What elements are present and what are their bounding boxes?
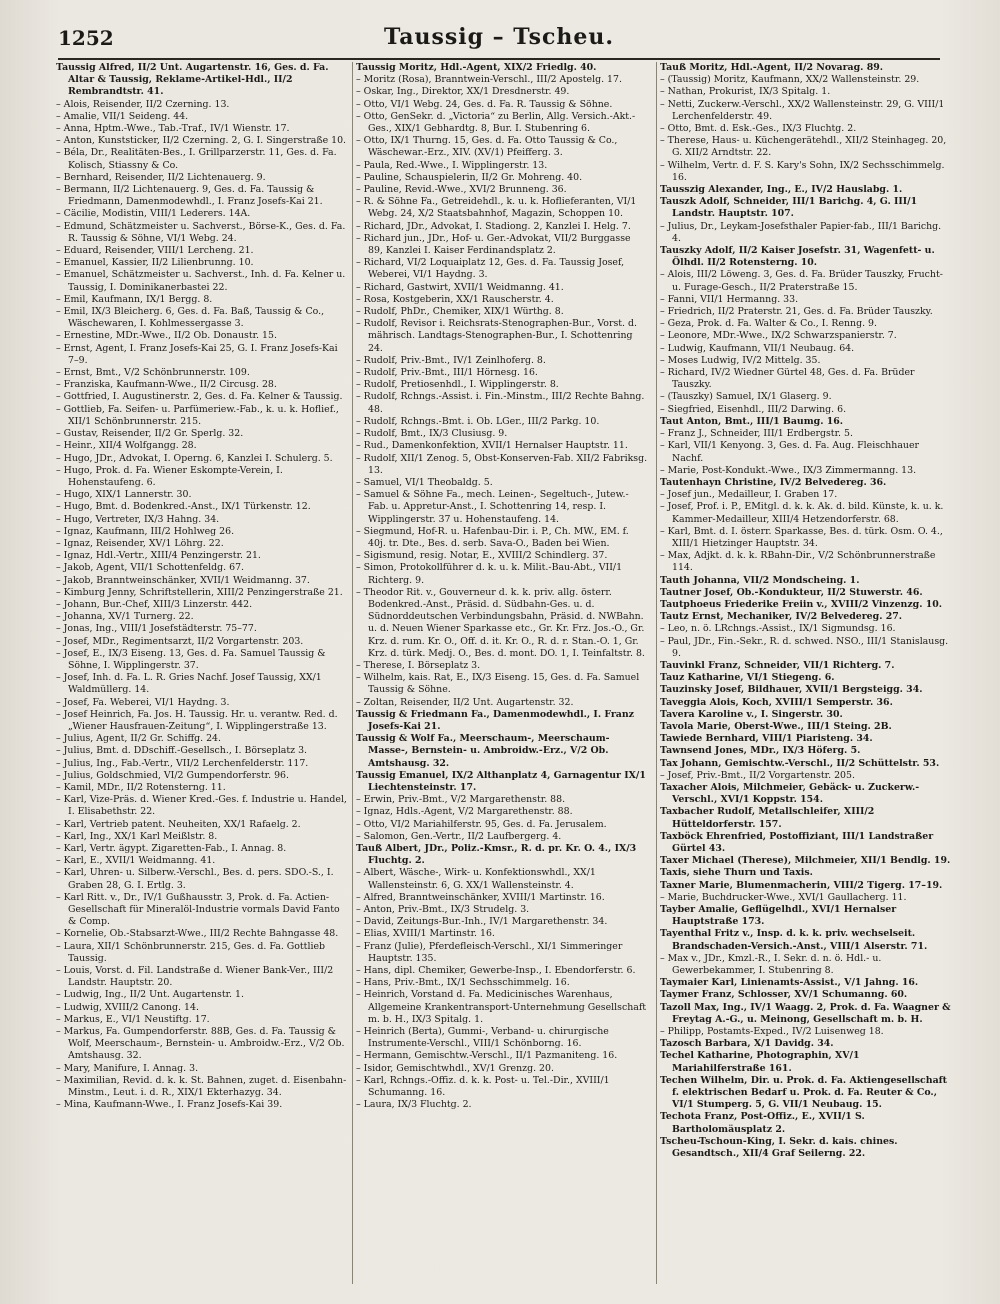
directory-entry: – Hugo, XIX/1 Lannerstr. 30. <box>56 489 192 501</box>
directory-entry: – Fanni, VII/1 Hermanng. 33. <box>660 293 799 305</box>
directory-entry: – Edmund, Schätzmeister u. Sachverst., Börse-K., Ges. d. Fa. R. Taussig & Söhne, VI/1 Webg. 24. <box>56 220 346 244</box>
directory-entry: – Hugo, Bmt. d. Bodenkred.-Anst., IX/1 Türkenstr. 12. <box>56 501 311 513</box>
directory-entry: Tazosch Barbara, X/1 Davidg. 34. <box>660 1038 834 1050</box>
directory-entry: – Samuel & Söhne Fa., mech. Leinen-, Segeltuch-, Jutew.-Fab. u. Appretur-Anst., I. Schottenring 14, resp. I. Wipplingerstr. 37 u. Hohenstaufeng. 14. <box>356 489 629 525</box>
directory-entry: – (Taussig) Moritz, Kaufmann, XX/2 Wallensteinstr. 29. <box>660 74 920 86</box>
directory-entry: – Richard, Gastwirt, XVII/1 Weidmanng. 41. <box>356 281 564 293</box>
directory-entry: – Theodor Rit. v., Gouverneur d. k. k. priv. allg. österr. Bodenkred.-Anst., Präsid. d. Südbahn-Ges. u. d. Südnorddeutschen Verbindungsbahn, Präsid. d. NWBahn. u. d. Neuen Wiener Sparkasse etc., Gr. Kr. Frz. Jos.-O., Gr. Krz. d. rum. Kr. O., Off. d. it. Kr. O., R. d. r. Stan.-O. 1, Gr. Krz. d. türk. Medj. O., Bes. d. mont. DO. 1, I. Teinfaltstr. 8. <box>356 586 645 659</box>
directory-entry: – Josef, Fa. Weberei, VI/1 Haydng. 3. <box>56 696 230 708</box>
directory-entry: – Otto, IX/1 Thurng. 15, Ges. d. Fa. Otto Taussig & Co., Wäschewar.-Erz., XIV. (XV/1) Pfeifferg. 3. <box>356 135 618 159</box>
directory-entry: – David, Zeitungs-Bur.-Inh., IV/1 Margarethenstr. 34. <box>356 916 608 928</box>
directory-entry: Taxer Michael (Therese), Milchmeier, XII/1 Bendlg. 19. <box>660 855 951 867</box>
directory-entry: – Alois, Reisender, II/2 Czerning. 13. <box>56 98 230 110</box>
directory-entry: Taxis, siehe Thurn und Taxis. <box>660 867 813 879</box>
directory-entry: – Johann, Bur.-Chef, XIII/3 Linzerstr. 442. <box>56 598 253 610</box>
directory-entry: – Rudolf, Rchngs.-Assist. i. Fin.-Minstm., III/2 Rechte Bahng. 48. <box>356 391 645 415</box>
directory-entry: Tax Johann, Gemischtw.-Verschl., II/2 Schüttelstr. 53. <box>660 757 940 769</box>
directory-entry: – Therese, Haus- u. Küchengerätehdl., XII/2 Steinhageg. 20, G. XII/2 Arndtstr. 22. <box>660 135 947 159</box>
directory-entry: – Hans, Priv.-Bmt., IX/1 Sechsschimmelg. 16. <box>356 977 570 989</box>
directory-entry: – Rudolf, Revisor i. Reichsrats-Stenographen-Bur., Vorst. d. mährisch. Landtags-Stenographen-Bur., I. Schottenring 24. <box>356 318 637 354</box>
directory-entry: – Hugo, Prok. d. Fa. Wiener Eskompte-Verein, I. Hohenstaufeng. 6. <box>56 464 283 488</box>
directory-entry: – Therese, I. Börseplatz 3. <box>356 659 481 671</box>
directory-entry: – Richard, VI/2 Loquaiplatz 12, Ges. d. Fa. Taussig Josef, Weberei, VI/1 Haydng. 3. <box>356 257 625 281</box>
directory-entry: – Pauline, Revid.-Wwe., XVI/2 Brunneng. 36. <box>356 184 567 196</box>
directory-entry: Tayenthal Fritz v., Insp. d. k. k. priv. wechselseit. Brandschaden-Versich.-Anst., VIII/1 Alserstr. 71. <box>660 928 928 952</box>
directory-entry: – Sigismund, resig. Notar, E., XVIII/2 Schindlerg. 37. <box>356 550 608 562</box>
directory-entry: Tautz Ernst, Mechaniker, IV/2 Belvedereg. 27. <box>660 611 903 623</box>
directory-entry: – Laura, XII/1 Schönbrunnerstr. 215, Ges. d. Fa. Gottlieb Taussig. <box>56 940 325 964</box>
directory-entry: – Rudolf, Bmt., IX/3 Clusiusg. 9. <box>356 428 508 440</box>
directory-entry: – Ignaz, Kaufmann, III/2 Hohlweg 26. <box>56 525 235 537</box>
directory-entry: Taymer Franz, Schlosser, XV/1 Schumanng. 60. <box>660 989 908 1001</box>
directory-entry: – Jonas, Ing., VIII/1 Josefstädterstr. 75–77. <box>56 623 257 635</box>
directory-entry: – Julius, Agent, II/2 Gr. Schiffg. 24. <box>56 733 222 745</box>
directory-entry: – Wilhelm, Vertr. d. F. S. Kary's Sohn, IX/2 Sechsschimmelg. 16. <box>660 159 945 183</box>
directory-entry: – Samuel, VI/1 Theobaldg. 5. <box>356 476 493 488</box>
directory-entry: – Julius, Ing., Fab.-Vertr., VII/2 Lerchenfelderstr. 117. <box>56 757 309 769</box>
directory-entry: – Ernestine, MDr.-Wwe., II/2 Ob. Donaustr. 15. <box>56 330 277 342</box>
directory-entry: – Otto, VI/2 Mariahilferstr. 95, Ges. d. Fa. Jerusalem. <box>356 818 607 830</box>
directory-entry: Tawiede Bernhard, VIII/1 Piaristeng. 34. <box>660 733 873 745</box>
directory-entry: – Josef, Inh. d. Fa. L. R. Gries Nachf. Josef Taussig, XX/1 Waldmüllerg. 14. <box>56 672 322 696</box>
directory-entry: – Markus, Fa. Gumpendorferstr. 88B, Ges. d. Fa. Taussig & Wolf, Meerschaum-, Bernstein- u. Ambroidw.-Erz., V/2 Ob. Amtshausg. 32. <box>56 1026 345 1062</box>
directory-entry: – Richard, IV/2 Wiedner Gürtel 48, Ges. d. Fa. Brüder Tauszky. <box>660 367 915 391</box>
directory-entry: – Anton, Priv.-Bmt., IX/3 Strudelg. 3. <box>356 904 530 916</box>
directory-entry: Taxböck Ehrenfried, Postoffiziant, III/1 Landstraßer Gürtel 43. <box>660 830 934 854</box>
directory-entry: Taut Anton, Bmt., III/1 Baumg. 16. <box>660 415 844 427</box>
directory-entry: Techel Katharine, Photographin, XV/1 Mariahilferstraße 161. <box>660 1050 860 1074</box>
directory-entry: – Otto, Bmt. d. Esk.-Ges., IX/3 Fluchtg. 2. <box>660 123 857 135</box>
directory-entry: Techota Franz, Post-Offiz., E., XVII/1 S. Bartholomäusplatz 2. <box>660 1111 865 1135</box>
directory-entry: – Geza, Prok. d. Fa. Walter & Co., I. Renng. 9. <box>660 318 878 330</box>
directory-entry: – Siegfried, Eisenhdl., III/2 Darwing. 6. <box>660 403 847 415</box>
directory-entry: Tazoll Max, Ing., IV/1 Waagg. 2, Prok. d. Fa. Waagner & Freytag A.-G., u. Meinong, Gesellschaft m. b. H. <box>660 1001 951 1025</box>
directory-entry: – Rosa, Kostgeberin, XX/1 Rauscherstr. 4. <box>356 293 554 305</box>
directory-entry: – Paul, JDr., Fin.-Sekr., R. d. schwed. NSO., III/1 Stanislausg. 9. <box>660 635 949 659</box>
directory-entry: Tautner Josef, Ob.-Kondukteur, II/2 Stuwerstr. 46. <box>660 586 923 598</box>
directory-entry: – Friedrich, II/2 Praterstr. 21, Ges. d. Fa. Brüder Tauszky. <box>660 306 933 318</box>
directory-entry: – Emanuel, Schätzmeister u. Sachverst., Inh. d. Fa. Kelner u. Taussig, I. Dominikanerbastei 22. <box>56 269 346 293</box>
directory-entry: – R. & Söhne Fa., Getreidehdl., k. u. k. Hoflieferanten, VI/1 Webg. 24, X/2 Staatsbahnhof, Magazin, Schoppen 10. <box>356 196 637 220</box>
directory-entry: – Gottfried, I. Augustinerstr. 2, Ges. d. Fa. Kelner & Taussig. <box>56 391 343 403</box>
directory-entry: – Rudolf, Priv.-Bmt., IV/1 Zeinlhoferg. 8. <box>356 354 546 366</box>
directory-entry: – Josef jun., Medailleur, I. Graben 17. <box>660 489 838 501</box>
directory-entry: Taussig Alfred, II/2 Unt. Augartenstr. 16, Ges. d. Fa. Altar & Taussig, Reklame-Artikel-Hdl., II/2 Rembrandtstr. 41. <box>56 62 329 98</box>
directory-entry: – Béla, Dr., Realitäten-Bes., I. Grillparzerstr. 11, Ges. d. Fa. Kolisch, Stiassny & Co. <box>56 147 337 171</box>
directory-entry: – Oskar, Ing., Direktor, XX/1 Dresdnerstr. 49. <box>356 86 570 98</box>
directory-entry: – Franziska, Kaufmann-Wwe., II/2 Circusg. 28. <box>56 379 277 391</box>
directory-entry: – Laura, IX/3 Fluchtg. 2. <box>356 1099 472 1111</box>
directory-entry: – Marie, Buchdrucker-Wwe., XVI/1 Gaullacherg. 11. <box>660 891 907 903</box>
directory-entry: Taxacher Alois, Milchmeier, Gebäck- u. Zuckerw.-Verschl., XVI/1 Koppstr. 154. <box>660 781 920 806</box>
directory-entry: – Karl, Vertrieb patent. Neuheiten, XX/1 Rafaelg. 2. <box>56 818 301 830</box>
directory-entry: – Hugo, JDr., Advokat, I. Operng. 6, Kanzlei I. Schulerg. 5. <box>56 452 333 464</box>
directory-entry: – Gottlieb, Fa. Seifen- u. Parfümeriew.-Fab., k. u. k. Hoflief., XII/1 Schönbrunnerstr. 215. <box>56 403 339 427</box>
directory-entry: – Hugo, Vertreter, IX/3 Hahng. 34. <box>56 513 220 525</box>
column-divider <box>352 62 353 1284</box>
directory-entry: – Karl, Vize-Präs. d. Wiener Kred.-Ges. f. Industrie u. Handel, I. Elisabethstr. 22. <box>56 794 347 818</box>
directory-entry: – Rudolf, Pretiosenhdl., I. Wipplingerstr. 8. <box>356 379 559 391</box>
directory-entry: – Richard, JDr., Advokat, I. Stadiong. 2, Kanzlei I. Helg. 7. <box>356 220 631 232</box>
directory-entry: – Hans, dipl. Chemiker, Gewerbe-Insp., I. Ebendorferstr. 6. <box>356 965 636 977</box>
directory-entry: – Josef, Prof. i. P., EMitgl. d. k. k. Ak. d. bild. Künste, k. u. k. Kammer-Medailleur, XIII/4 Hetzendorferstr. 68. <box>660 501 944 525</box>
directory-entry: – Franz (Julie), Pferdefleisch-Verschl., XI/1 Simmeringer Hauptstr. 135. <box>356 940 623 964</box>
directory-entry: Taymaier Karl, Linienamts-Assist., V/1 Jahng. 16. <box>660 977 919 989</box>
directory-entry: – Karl, E., XVII/1 Weidmanng. 41. <box>56 855 216 867</box>
directory-entry: Tavera Karoline v., I. Singerstr. 30. <box>660 708 843 720</box>
page-header <box>58 24 940 58</box>
directory-entry: – Amalie, VII/1 Seideng. 44. <box>56 110 189 122</box>
directory-entry: – Josef Heinrich, Fa. Jos. H. Taussig. Hr. u. verantw. Red. d. „Wiener Hausfrauen-Zeitung“, I. Wipplingerstraße 13. <box>56 708 338 732</box>
directory-entry: – Josef, E., IX/3 Eiseng. 13, Ges. d. Fa. Samuel Taussig & Söhne, I. Wipplingerstr. 37. <box>56 647 326 671</box>
directory-entry: – Isidor, Gemischtwhdl., XV/1 Grenzg. 20. <box>356 1062 554 1074</box>
directory-entry: – Ignaz, Reisender, XV/1 Löhrg. 22. <box>56 537 224 549</box>
column-left <box>56 62 348 1111</box>
directory-entry: – Louis, Vorst. d. Fil. Landstraße d. Wiener Bank-Ver., III/2 Landstr. Hauptstr. 20. <box>56 965 334 989</box>
directory-entry: – Rudolf, Priv.-Bmt., III/1 Hörnesg. 16. <box>356 367 538 379</box>
directory-entry: – Karl, Bmt. d. I. österr. Sparkasse, Bes. d. türk. Osm. O. 4., XIII/1 Hietzinger Hauptstr. 34. <box>660 525 943 549</box>
directory-entry: – Kamil, MDr., II/2 Rotensterng. 11. <box>56 781 226 793</box>
directory-entry: – Markus, E., VI/1 Neustiftg. 17. <box>56 1013 210 1025</box>
directory-entry: – Bernhard, Reisender, II/2 Lichtenauerg. 9. <box>56 171 266 183</box>
directory-entry: Tautphoeus Friederike Freiin v., XVIII/2 Vinzenzg. 10. <box>660 598 943 610</box>
column-right <box>660 62 952 1160</box>
directory-entry: Taussig Moritz, Hdl.-Agent, XIX/2 Friedlg. 40. <box>356 62 597 73</box>
directory-entry: – Rudolf, PhDr., Chemiker, XIX/1 Würthg. 8. <box>356 306 564 318</box>
directory-entry: – Philipp, Postamts-Exped., IV/2 Luisenweg 18. <box>660 1026 884 1038</box>
directory-entry: – Josef, MDr., Regimentsarzt, II/2 Vorgartenstr. 203. <box>56 635 304 647</box>
directory-entry: – Netti, Zuckerw.-Verschl., XX/2 Wallensteinstr. 29, G. VIII/1 Lerchenfelderstr. 49. <box>660 98 945 122</box>
directory-entry: – Kimburg Jenny, Schriftstellerin, XIII/2 Penzingerstraße 21. <box>56 586 343 598</box>
directory-entry: – Karl, Uhren- u. Silberw.-Verschl., Bes. d. pers. SDO.-S., I. Graben 28, G. I. Ertlg. 3. <box>56 867 334 891</box>
directory-entry: – Salomon, Gen.-Vertr., II/2 Laufbergerg. 4. <box>356 830 562 842</box>
directory-entry: Tautenhayn Christine, IV/2 Belvedereg. 36. <box>660 476 887 488</box>
column-middle <box>356 62 648 1111</box>
directory-entry: – Pauline, Schauspielerin, II/2 Gr. Mohreng. 40. <box>356 171 583 183</box>
directory-entry: – Albert, Wäsche-, Wirk- u. Konfektionswhdl., XX/1 Wallensteinstr. 6, G. XX/1 Wallensteinstr. 4. <box>356 867 596 891</box>
directory-entry: Techen Wilhelm, Dir. u. Prok. d. Fa. Aktiengesellschaft f. elektrischen Bedarf u. Prok. d. Fa. Reuter & Co., VI/1 Stumperg. 5, G. VII/1 Neubaug. 15. <box>660 1074 948 1111</box>
directory-entry: – Franz J., Schneider, III/1 Erdbergstr. 5. <box>660 428 853 440</box>
directory-entry: – Max, Adjkt. d. k. k. RBahn-Dir., V/2 Schönbrunnerstraße 114. <box>660 550 936 574</box>
directory-entry: – Leo, n. ö. LRchngs.-Assist., IX/1 Sigmundsg. 16. <box>660 623 896 635</box>
directory-entry: – Ernst, Bmt., V/2 Schönbrunnerstr. 109. <box>56 367 250 379</box>
directory-entry: Taussig & Wolf Fa., Meerschaum-, Meerschaum-Masse-, Bernstein- u. Ambroidw.-Erz., V/2 Ob. Amtshausg. 32. <box>356 733 610 769</box>
directory-entry: – Alfred, Branntweinschänker, XVIII/1 Martinstr. 16. <box>356 891 605 903</box>
directory-entry: – Karl, VII/1 Kenyong. 3, Ges. d. Fa. Aug. Fleischhauer Nachf. <box>660 440 919 464</box>
directory-entry: – Rud., Damenkonfektion, XVII/1 Hernalser Hauptstr. 11. <box>356 440 628 452</box>
directory-entry: – Emanuel, Kassier, II/2 Lilienbrunng. 10. <box>56 257 254 269</box>
directory-entry: – Mary, Manifure, I. Annag. 3. <box>56 1062 199 1074</box>
directory-entry: – Moses Ludwig, IV/2 Mittelg. 35. <box>660 354 821 366</box>
directory-entry: – Marie, Post-Kondukt.-Wwe., IX/3 Zimmermanng. 13. <box>660 464 917 476</box>
directory-entry: Tauß Albert, JDr., Poliz.-Kmsr., R. d. pr. Kr. O. 4., IX/3 Fluchtg. 2. <box>356 843 637 867</box>
directory-entry: – Ludwig, Ing., II/2 Unt. Augartenstr. 1. <box>56 989 244 1001</box>
directory-entry: – Ludwig, Kaufmann, VII/1 Neubaug. 64. <box>660 342 855 354</box>
directory-entry: – Julius, Bmt. d. DDschiff.-Gesellsch., I. Börseplatz 3. <box>56 745 308 757</box>
column-divider <box>656 62 657 1284</box>
directory-entry: Tausszig Alexander, Ing., E., IV/2 Hauslabg. 1. <box>660 184 903 196</box>
directory-entry: – Kornelie, Ob.-Stabsarzt-Wwe., III/2 Rechte Bahngasse 48. <box>56 928 339 940</box>
directory-entry: – Ignaz, Hdls.-Agent, V/2 Margarethenstr. 88. <box>356 806 573 818</box>
directory-entry: – Mina, Kaufmann-Wwe., I. Franz Josefs-Kai 39. <box>56 1099 283 1111</box>
directory-entry: Tauzinsky Josef, Bildhauer, XVII/1 Bergsteigg. 34. <box>660 684 923 696</box>
directory-entry: Taveggia Alois, Koch, XVIII/1 Semperstr. 36. <box>660 696 893 708</box>
directory-entry: Tscheu-Tschoun-King, I. Sekr. d. kais. chines. Gesandtsch., XII/4 Graf Seilerng. 22. <box>660 1135 898 1160</box>
directory-entry: Tauß Moritz, Hdl.-Agent, II/2 Novarag. 89. <box>660 62 883 73</box>
directory-entry: – Josef, Priv.-Bmt., II/2 Vorgartenstr. 205. <box>660 769 855 781</box>
directory-entry: Tauvinkl Franz, Schneider, VII/1 Richterg. 7. <box>660 659 895 671</box>
directory-entry: – Rudolf, XII/1 Zenog. 5, Obst-Konserven-Fab. XII/2 Fabriksg. 13. <box>356 452 648 476</box>
directory-entry: – Nathan, Prokurist, IX/3 Spitalg. 1. <box>660 86 831 98</box>
directory-entry: – Karl Ritt. v., Dr., IV/1 Gußhausstr. 3, Prok. d. Fa. Actien-Gesellschaft für Mineralöl-Industrie vormals David Fanto & Comp. <box>56 891 340 928</box>
directory-entry: – Emil, IX/3 Bleicherg. 6, Ges. d. Fa. Baß, Taussig & Co., Wäschewaren, I. Kohlmessergasse 3. <box>56 306 325 330</box>
directory-entry: – Julius, Goldschmied, VI/2 Gumpendorferstr. 96. <box>56 769 290 781</box>
directory-entry: – (Tauszky) Samuel, IX/1 Glaserg. 9. <box>660 391 832 403</box>
directory-entry: – Ignaz, Hdl.-Vertr., XIII/4 Penzingerstr. 21. <box>56 550 261 562</box>
directory-entry: Tavola Marie, Oberst-Wwe., III/1 Steing. 2B. <box>660 720 892 732</box>
directory-entry: Tauth Johanna, VII/2 Mondscheing. 1. <box>660 574 860 586</box>
directory-entry: Tauz Katharine, VI/1 Stiegeng. 6. <box>660 672 835 684</box>
directory-entry: – Eduard, Reisender, VIII/1 Lercheng. 21. <box>56 245 254 257</box>
directory-entry: Taxner Marie, Blumenmacherin, VIII/2 Tigerg. 17–19. <box>660 879 943 891</box>
directory-entry: – Anna, Hptm.-Wwe., Tab.-Traf., IV/1 Wienstr. 17. <box>56 123 290 135</box>
directory-entry: – Erwin, Priv.-Bmt., V/2 Margarethenstr. 88. <box>356 794 566 806</box>
directory-entry: – Ernst, Agent, I. Franz Josefs-Kai 25, G. I. Franz Josefs-Kai 7–9. <box>56 342 338 366</box>
directory-entry: – Karl, Ing., XX/1 Karl Meißlstr. 8. <box>56 830 218 842</box>
directory-entry: – Emil, Kaufmann, IX/1 Bergg. 8. <box>56 293 213 305</box>
directory-entry: – Paula, Red.-Wwe., I. Wipplingerstr. 13. <box>356 159 548 171</box>
directory-entry: – Otto, GenSekr. d. „Victoria“ zu Berlin, Allg. Versich.-Akt.-Ges., XIX/1 Gebhardtg. 8, Bur. I. Stubenring 6. <box>356 110 636 135</box>
directory-entry: – Zoltan, Reisender, II/2 Unt. Augartenstr. 32. <box>356 696 574 708</box>
page-number: 1252 <box>58 26 114 50</box>
directory-entry: – Gustav, Reisender, II/2 Gr. Sperlg. 32. <box>56 428 244 440</box>
directory-entry: – Anton, Kunststicker, II/2 Czerning. 2, G. I. Singerstraße 10. <box>56 135 347 147</box>
directory-entry: Taussig Emanuel, IX/2 Althanplatz 4, Garnagentur IX/1 Liechtensteinstr. 17. <box>356 769 646 793</box>
directory-entry: – Julius, Dr., Leykam-Josefsthaler Papier-fab., III/1 Barichg. 4. <box>660 220 942 244</box>
directory-entry: – Ludwig, XVIII/2 Canong. 14. <box>56 1001 199 1013</box>
directory-entry: – Karl, Rchngs.-Offiz. d. k. k. Post- u. Tel.-Dir., XVIII/1 Schumanng. 16. <box>356 1074 610 1099</box>
directory-entry: Tawnsend Jones, MDr., IX/3 Höferg. 5. <box>660 745 861 757</box>
directory-entry: – Maximilian, Revid. d. k. k. St. Bahnen, zuget. d. Eisenbahn-Minstm., Leut. i. d. R., XIX/1 Ekterhazyg. 34. <box>56 1074 347 1099</box>
directory-entry: – Heinrich, Vorstand d. Fa. Medicinisches Warenhaus, Allgemeine Krankentransport-Unternehmung Gesellschaft m. b. H., IX/3 Spitalg. 1. <box>356 989 647 1025</box>
directory-entry: – Otto, VI/1 Webg. 24, Ges. d. Fa. R. Taussig & Söhne. <box>356 98 613 110</box>
directory-entry: – Heinrich (Berta), Gummi-, Verband- u. chirurgische Instrumente-Verschl., VIII/1 Schönborng. 16. <box>356 1026 609 1050</box>
running-head: Taussig – Tscheu. <box>383 24 615 50</box>
directory-entry: – Hermann, Gemischtw.-Verschl., II/1 Pazmaniteng. 16. <box>356 1050 618 1062</box>
directory-entry: – Wilhelm, kais. Rat, E., IX/3 Eiseng. 15, Ges. d. Fa. Samuel Taussig & Söhne. <box>356 672 640 696</box>
directory-entry: Tayber Amalie, Geflügelhdl., XVI/1 Hernalser Hauptstraße 173. <box>660 904 897 928</box>
directory-entry: – Bermann, II/2 Lichtenauerg. 9, Ges. d. Fa. Taussig & Friedmann, Damenmodewhdl., I. Franz Josefs-Kai 21. <box>56 184 323 208</box>
directory-entry: – Siegmund, Hof-R. u. Hafenbau-Dir. i. P., Ch. MW., EM. f. 40j. tr. Dte., Bes. d. serb. Sava-O., Baden bei Wien. <box>356 525 629 549</box>
directory-entry: – Heinr., XII/4 Wolfgangg. 28. <box>56 440 197 452</box>
directory-entry: – Alois, III/2 Löweng. 3, Ges. d. Fa. Brüder Tauszky, Frucht- u. Furage-Gesch., II/2 Praterstraße 15. <box>660 269 943 293</box>
directory-entry: – Jakob, Agent, VII/1 Schottenfeldg. 67. <box>56 562 245 574</box>
directory-entry: – Johanna, XV/1 Turnerg. 22. <box>56 611 194 623</box>
directory-entry: – Max v., JDr., Kmzl.-R., I. Sekr. d. n. ö. Hdl.- u. Gewerbekammer, I. Stubenring 8. <box>660 952 882 977</box>
directory-entry: Tauszk Adolf, Schneider, III/1 Barichg. 4, G. III/1 Landstr. Hauptstr. 107. <box>660 196 918 220</box>
directory-entry: – Karl, Vertr. ägypt. Zigaretten-Fab., I. Annag. 8. <box>56 843 287 854</box>
header-rule <box>58 58 940 60</box>
directory-entry: – Cäcilie, Modistin, VIII/1 Lederers. 14A. <box>56 208 251 220</box>
directory-entry: Taxbacher Rudolf, Metallschleifer, XIII/2 Hütteldorferstr. 157. <box>660 806 875 830</box>
directory-entry: – Rudolf, Rchngs.-Bmt. i. Ob. LGer., III/2 Parkg. 10. <box>356 415 600 427</box>
directory-entry: – Leonore, MDr.-Wwe., IX/2 Schwarzspanierstr. 7. <box>660 330 897 342</box>
directory-entry: – Jakob, Branntweinschänker, XVII/1 Weidmanng. 37. <box>56 574 310 586</box>
directory-entry: – Richard jun., JDr., Hof- u. Ger.-Advokat, VII/2 Burggasse 89, Kanzlei I. Kaiser Ferdinandsplatz 2. <box>356 232 631 257</box>
directory-entry: – Elias, XVIII/1 Martinstr. 16. <box>356 928 495 940</box>
directory-entry: Taussig & Friedmann Fa., Damenmodewhdl., I. Franz Josefs-Kai 21. <box>356 708 634 732</box>
directory-entry: Tauszky Adolf, II/2 Kaiser Josefstr. 31, Wagenfett- u. Ölhdl. II/2 Rotensterng. 10. <box>660 245 935 269</box>
directory-entry: – Moritz (Rosa), Branntwein-Verschl., III/2 Apostelg. 17. <box>356 74 622 86</box>
directory-entry: – Simon, Protokollführer d. k. u. k. Milit.-Bau-Abt., VII/1 Richterg. 9. <box>356 562 623 586</box>
